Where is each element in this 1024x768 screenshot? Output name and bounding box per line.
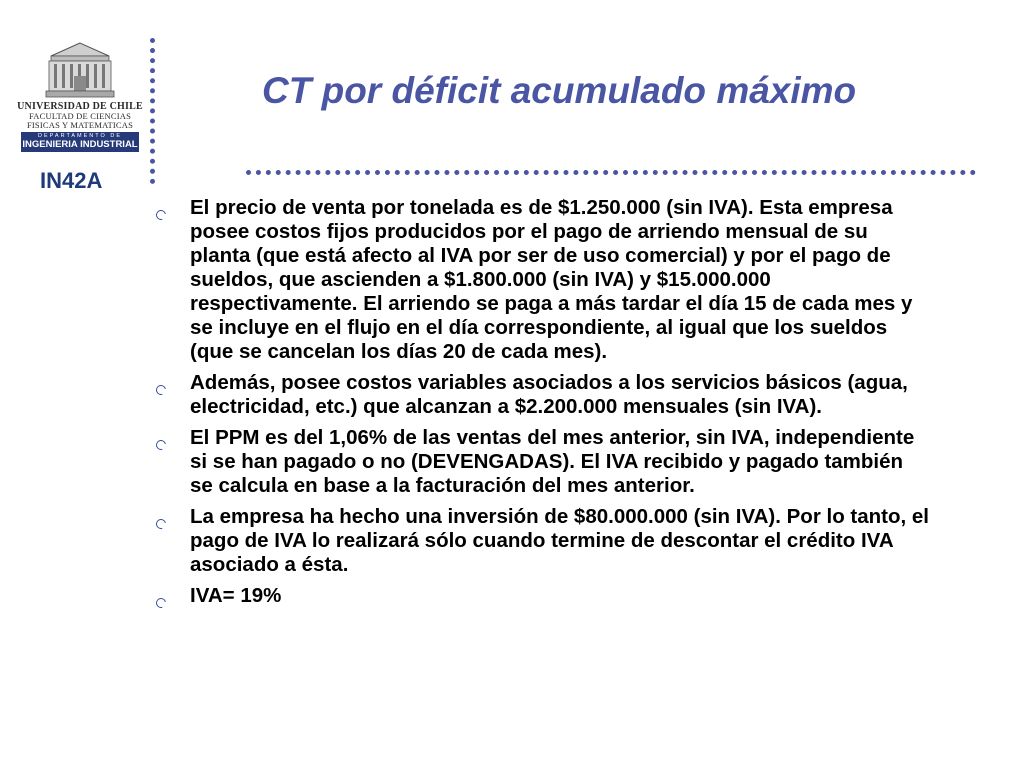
university-building-icon [45, 40, 115, 98]
bullet-ring-icon [154, 517, 168, 531]
bullet-item [150, 505, 930, 577]
bullet-text: Además, posee costos variables asociados a los servicios básicos (agua, electricidad, etc.) que alcanzan a $2.200.000 mensuales (sin IVA). [190, 371, 908, 418]
bullet-ring-icon [154, 596, 168, 610]
department-banner [21, 132, 139, 152]
bullet-text: IVA= 19% [190, 584, 282, 607]
bullet-ring-icon [154, 208, 168, 222]
university-name: UNIVERSIDAD DE CHILE [17, 101, 143, 112]
bullet-list [150, 196, 930, 615]
course-code: IN42A [40, 168, 103, 193]
faculty-line-2: FISICAS Y MATEMATICAS [26, 119, 134, 130]
bullet-text: El PPM es del 1,06% de las ventas del mes anterior, sin IVA, independiente si se han pagado o no (DEVENGADAS). El IVA recibido y pagado también se calcula en base a la facturación del mes anterior. [190, 426, 915, 497]
bullet-item [150, 426, 930, 498]
department-label: DEPARTAMENTO DE [38, 133, 122, 139]
bullet-text: El precio de venta por tonelada es de $1.250.000 (sin IVA). Esta empresa posee costos fijos producidos por el pago de arriendo mensual de su planta (que está afecto al IVA por ser de uso comercial) y por el pago de sueldos, que ascienden a $1.800.000 (sin IVA) y $15.000.000 respectivamente. El arriendo se paga a más tardar el día 15 de cada mes y se incluye en el flujo en el día correspondiente, al igual que los sueldos (que se cancelan los días 20 de cada mes). [190, 196, 913, 363]
bullet-item [150, 371, 930, 419]
vertical-dotted-divider [150, 38, 155, 184]
slide-title: CT por déficit acumulado máximo [262, 70, 857, 111]
bullet-ring-icon [154, 438, 168, 452]
faculty-line-1: FACULTAD DE CIENCIAS [28, 111, 132, 121]
horizontal-dotted-divider [246, 170, 976, 175]
bullet-text: La empresa ha hecho una inversión de $80.000.000 (sin IVA). Por lo tanto, el pago de IVA lo realizará sólo cuando termine de descontar el crédito IVA asociado a ésta. [190, 505, 930, 576]
university-logo [14, 40, 146, 152]
bullet-item [150, 196, 930, 364]
bullet-ring-icon [154, 383, 168, 397]
department-name: INGENIERIA INDUSTRIAL [22, 138, 138, 150]
bullet-item [150, 584, 930, 608]
